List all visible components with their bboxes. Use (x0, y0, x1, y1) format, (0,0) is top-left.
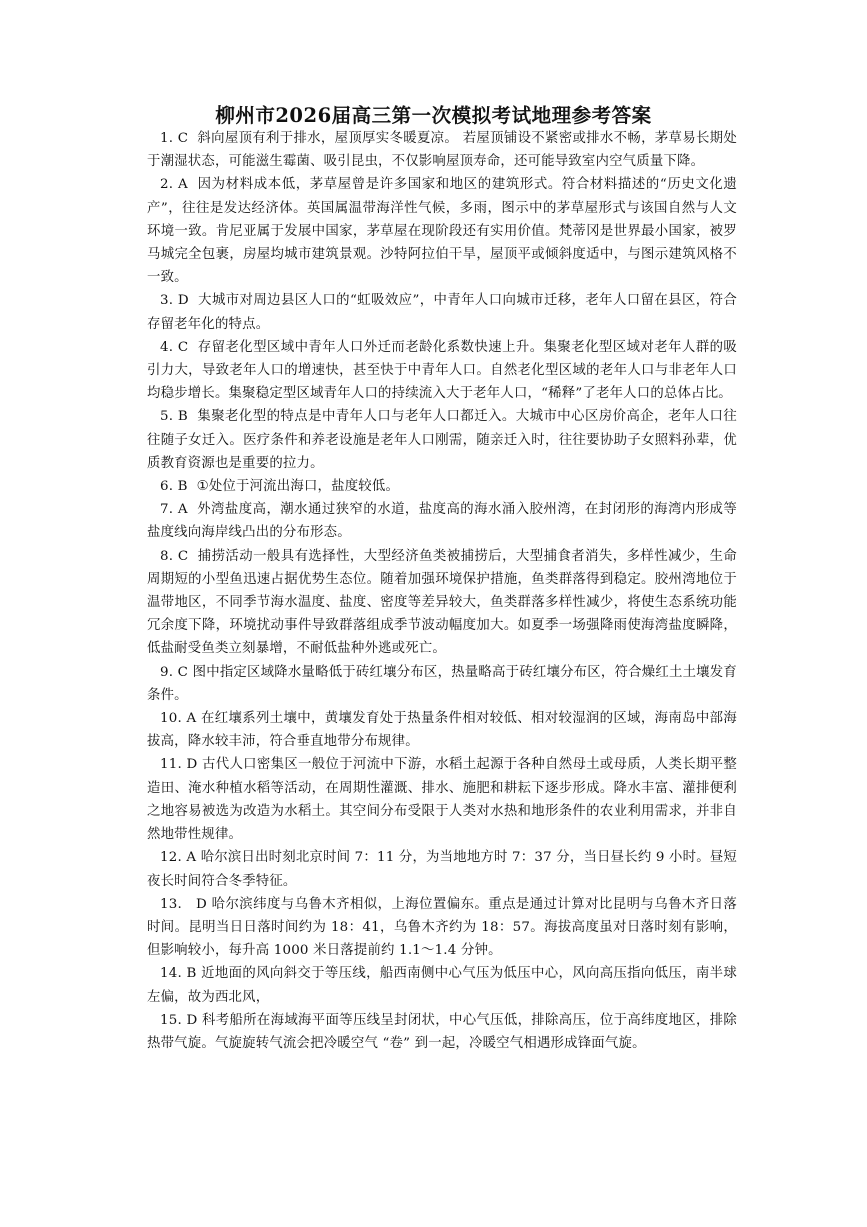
answer-item-14 (147, 962, 737, 1008)
answer-item-15 (147, 1009, 737, 1055)
answer-number: 13. (160, 896, 182, 912)
answer-item-7 (147, 498, 737, 544)
answer-text: 古代人口密集区一般位于河流中下游，水稻土起源于各种自然母土或母质，人类长期平整造田、淹水种植水稻等活动，在周期性灌溉、排水、施肥和耕耘下逐步形成。降水丰富、灌排便利之地容易被选为改造为水稻土。其空间分布受限于人类对水热和地形条件的农业利用需求，并非自然地带性规律。 (147, 757, 737, 843)
answer-number: 7. A (160, 502, 188, 518)
answer-text: 近地面的风向斜交于等压线，船西南侧中心气压为低压中心，风向高压指向低压，南半球左偏，故为西北风， (147, 966, 737, 1005)
answer-item-11 (147, 753, 737, 846)
answer-text: 存留老化型区域中青年人口外迁而老龄化系数快速上升。集聚老化型区域对老年人群的吸引力大，导致老年人口的增速快，甚至快于中青年人口。自然老化型区域的老年人口与非老年人口均稳步增长。集聚稳定型区域青年人口的持续流入大于老年人口，“稀释”了老年人口的总体占比。 (147, 339, 737, 402)
answer-number: 15. D (160, 1012, 198, 1028)
answer-number: 9. C (160, 664, 189, 680)
answer-text: 在红壤系列土壤中，黄壤发育处于热量条件相对较低、相对较湿润的区域，海南岛中部海拔高，降水较丰沛，符合垂直地带分布规律。 (147, 711, 737, 750)
answer-item-13 (147, 893, 737, 963)
answer-number: 1. C (160, 131, 189, 146)
answer-list (147, 127, 737, 1055)
answer-item-1 (147, 127, 737, 173)
answer-number: 5. B (160, 409, 188, 425)
answer-number: 8. C (160, 548, 189, 564)
answer-number: 6. B (160, 479, 188, 495)
answer-number: 4. C (160, 339, 189, 355)
answer-item-9 (147, 661, 737, 707)
answer-text: 捕捞活动一般具有选择性，大型经济鱼类被捕捞后，大型捕食者消失，多样性减少，生命周期短的小型鱼迅速占据优势生态位。随着加强环境保护措施，鱼类群落得到稳定。胶州湾地位于温带地区，不同季节海水温度、盐度、密度等差异较大，鱼类群落多样性减少，将使生态系统功能冗余度下降，环境扰动事件导致群落组成季节波动幅度加大。如夏季一场强降雨使海湾盐度瞬降，低盐耐受鱼类立刻暴增，不耐低盐种外逃或死亡。 (147, 548, 737, 657)
answer-item-12 (147, 846, 737, 892)
answer-item-8 (147, 545, 737, 661)
answer-text: 科考船所在海域海平面等压线呈封闭状，中心气压低，排除高压，位于高纬度地区，排除热带气旋。气旋旋转气流会把冷暖空气 “卷” 到一起，冷暖空气相遇形成锋面气旋。 (147, 1012, 737, 1051)
answer-text: 外湾盐度高，潮水通过狭窄的水道，盐度高的海水涌入胶州湾，在封闭形的海湾内形成等盐度线向海岸线凸出的分布形态。 (147, 502, 737, 541)
page-title: 柳州市2026届高三第一次模拟考试地理参考答案 (215, 104, 652, 127)
answer-number: 2. A (160, 177, 188, 193)
answer-item-5 (147, 405, 737, 475)
answer-text: ①处位于河流出海口，盐度较低。 (196, 479, 400, 495)
answer-text: 集聚老化型的特点是中青年人口与老年人口都迁入。大城市中心区房价高企，老年人口往往随子女迁入。医疗条件和养老设施是老年人口刚需，随亲迁入时，往往要协助子女照料孙辈，优质教育资源也是重要的拉力。 (147, 409, 737, 471)
answer-number: 12. A (160, 850, 197, 866)
answer-item-10 (147, 707, 737, 753)
answer-text: D 哈尔滨纬度与乌鲁木齐相似，上海位置偏东。重点是通过计算对比昆明与乌鲁木齐日落时间。昆明当日日落时间约为 18：41，乌鲁木齐约为 18：57。海拔高度虽对日落时刻有影响，但影响较小，每升高 1000 米日落提前约 1.1～1.4 分钟。 (147, 896, 737, 959)
answer-text: 图中指定区域降水量略低于砖红壤分布区，热量略高于砖红壤分布区，符合燥红土土壤发育条件。 (147, 664, 737, 703)
answer-text: 因为材料成本低，茅草屋曾是许多国家和地区的建筑形式。符合材料描述的“历史文化遗产”，往往是发达经济体。英国属温带海洋性气候，多雨，图示中的茅草屋形式与该国自然与人文环境一致。肯尼亚属于发展中国家，茅草屋在现阶段还有实用价值。梵蒂冈是世界最小国家，被罗马城完全包裹，房屋均城市建筑景观。沙特阿拉伯干旱，屋顶平或倾斜度适中，与图示建筑风格不一致。 (147, 177, 737, 286)
answer-text: 大城市对周边县区人口的“虹吸效应”，中青年人口向城市迁移，老年人口留在县区，符合存留老年化的特点。 (147, 293, 737, 332)
answer-item-6 (147, 475, 737, 498)
answer-number: 14. B (160, 966, 197, 982)
answer-item-2 (147, 173, 737, 289)
answer-text: 斜向屋顶有利于排水，屋顶厚实冬暖夏凉。 若屋顶铺设不紧密或排水不畅，茅草易长期处于潮湿状态，可能滋生霉菌、吸引昆虫，不仅影响屋顶寿命，还可能导致室内空气质量下降。 (147, 131, 737, 170)
answer-number: 3. D (160, 293, 189, 309)
answer-number: 10. A (160, 711, 197, 727)
answer-text: 哈尔滨日出时刻北京时间 7：11 分，为当地地方时 7：37 分，当日昼长约 9 小时。昼短夜长时间符合冬季特征。 (147, 850, 737, 889)
answer-item-3 (147, 289, 737, 335)
answer-number: 11. D (160, 757, 198, 773)
answer-item-4 (147, 336, 737, 406)
